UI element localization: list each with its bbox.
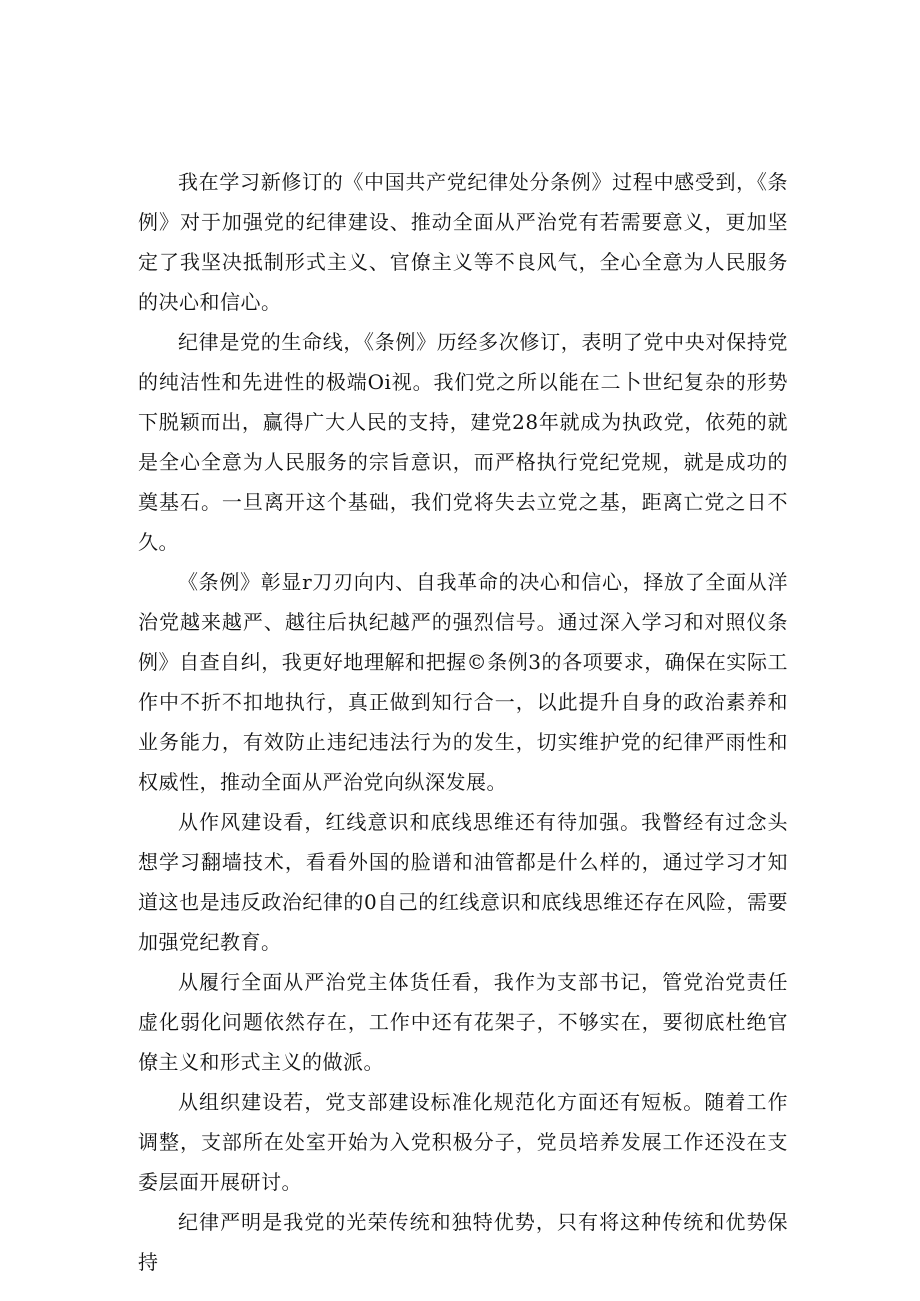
paragraph-7: 纪律严明是我党的光荣传统和独特优势，只有将这种传统和优势保持 [138,1210,788,1274]
paragraph-3: 《条例》彰显r刀刃向内、自我革命的决心和信心，择放了全面从洋治党越来越严、越往后执纪越严的强烈信号。通过深入学习和对照仪条例》自查自纠，我更好地理解和把握©条例3的各项要求，确保在实际工作中不折不扣地执行，真正做到知行合一，以此提升自身的政治素养和业务能力，有效防止违纪违法行为的发生，切实维护党的纪律严雨性和权威性，推动全面从严治党向纵深发展。 [138,570,788,794]
paragraph-2: 纪律是党的生命线，《条例》历经多次修订，表明了党中央对保持党的纯洁性和先进性的极端Oi视。我们党之所以能在二卜世纪复杂的形势下脱颖而出，赢得广大人民的支持，建党28年就成为执政党，依苑的就是全心全意为人民服务的宗旨意识，而严格执行党纪党规，就是成功的奠基石。一旦离开这个基础，我们党将失去立党之基，距离亡党之日不久。 [138,330,788,554]
paragraph-5: 从履行全面从严治党主体货任看，我作为支部书记，管党治党责任虚化弱化问题依然存在，工作中还有花架子，不够实在，要彻底杜绝官僚主义和形式主义的做派。 [138,970,788,1074]
document-body [138,162,788,1282]
paragraph-4: 从作风建设看，红线意识和底线思维还有待加强。我瞥经有过念头想学习翻墙技术，看看外国的脸谱和油管都是什么样的，通过学习才知道这也是违反政治纪律的0自己的红线意识和底线思维还存在风险，需要加强党纪教育。 [138,810,788,954]
paragraph-1: 我在学习新修订的《中国共产党纪律处分条例》过程中感受到，《条例》对于加强党的纪律建设、推动全面从严治党有若需要意义，更加坚定了我坚决抵制形式主义、官僚主义等不良风气，全心全意为人民服务的决心和信心。 [138,170,788,314]
paragraph-6: 从组织建设若，党支部建设标准化规范化方面还有短板。随着工作调整，支部所在处室开始为入党积极分子，党员培养发展工作还没在支委层面开展研讨。 [138,1090,788,1194]
